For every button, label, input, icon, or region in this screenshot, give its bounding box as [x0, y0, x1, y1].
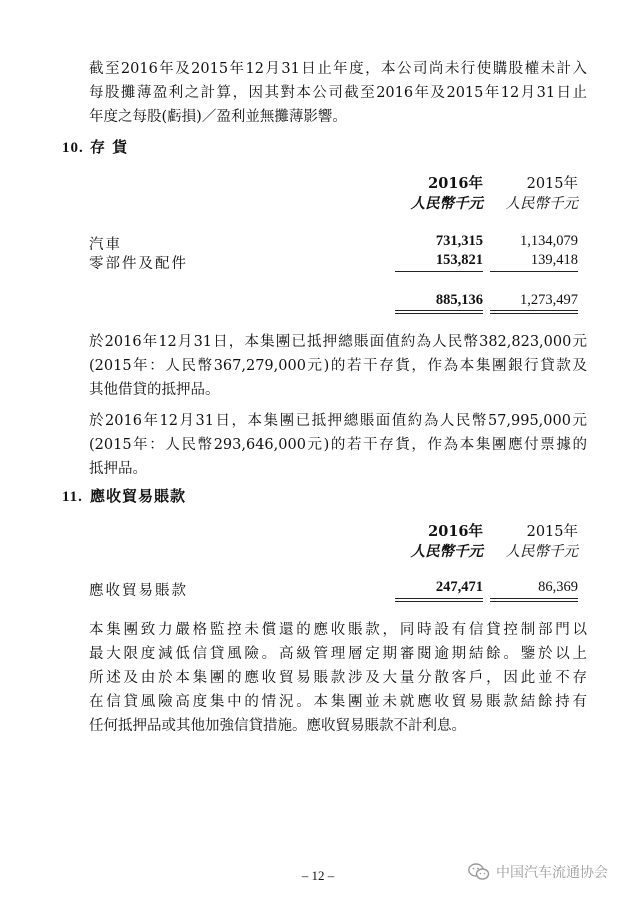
intro-line: 每股攤薄盈利之計算，因其對本公司截至2016年及2015年12月31日止: [89, 85, 587, 101]
note-line: 任何抵押品或其他加強信貸措施。應收貿易賬款不計利息。: [89, 718, 466, 734]
col-2015-unit: 人民幣千元: [505, 544, 578, 560]
intro-line: 年度之每股(虧損)／盈利並無攤薄影響。: [89, 109, 347, 125]
note-line: (2015年：人民幣293,646,000元)的若干存貨，作為本集團應付票據的: [89, 437, 587, 453]
note-line: 抵押品。: [89, 461, 147, 477]
receivables-note: [89, 618, 587, 738]
page-number: – 12 –: [301, 868, 335, 883]
total-double-rule-2016: [395, 310, 483, 314]
col-2016-header: 2016年: [428, 175, 483, 192]
section-10-heading: [62, 136, 128, 157]
section-10-title: 存 貨: [90, 138, 129, 156]
section-11-heading: [62, 485, 186, 506]
inventory-row-label: 零部件及配件: [89, 256, 188, 272]
intro-paragraph: [89, 57, 587, 129]
note-line: 本集團致力嚴格監控未償還的應收賬款，同時設有信貸控制部門以: [89, 622, 587, 638]
col-2015-unit: 人民幣千元: [505, 196, 578, 212]
watermark: [468, 862, 608, 882]
intro-line: 截至2016年及2015年12月31日止年度，本公司尚未行使購股權未計入: [89, 61, 587, 77]
inventory-row-value-2016: 153,821: [435, 252, 483, 268]
col-2016-header: 2016年: [428, 523, 483, 540]
wechat-icon: [468, 863, 490, 881]
col-2015-header: 2015年: [526, 176, 578, 192]
inventory-row-value-2015: 139,418: [530, 252, 578, 268]
subtotal-rule-2015: [490, 271, 578, 272]
note-line: 最大限度減低信貸風險。高級管理層定期審閱逾期結餘。鑒於以上: [89, 646, 587, 662]
receivables-double-rule-2016: [395, 598, 483, 602]
col-2016-unit: 人民幣千元: [410, 543, 483, 560]
inventory-note-1: [89, 330, 587, 402]
inventory-total-2016: 885,136: [435, 292, 483, 308]
note-line: (2015年：人民幣367,279,000元)的若干存貨，作為本集團銀行貸款及: [89, 358, 587, 374]
receivables-row-label: 應收貿易賬款: [89, 583, 188, 599]
receivables-value-2015: 86,369: [538, 579, 578, 595]
inventory-row-value-2015: 1,134,079: [520, 233, 578, 249]
receivables-double-rule-2015: [490, 598, 578, 602]
note-line: 所述及由於本集團的應收貿易賬款涉及大量分散客戶，因此並不存: [89, 670, 587, 686]
total-double-rule-2015: [490, 310, 578, 314]
inventory-row-value-2016: 731,315: [435, 233, 483, 249]
col-2015-header: 2015年: [526, 524, 578, 540]
note-line: 於2016年12月31日，本集團已抵押總賬面值約為人民幣382,823,000元: [89, 334, 587, 350]
watermark-text: 中国汽车流通协会: [496, 865, 608, 881]
col-2016-unit: 人民幣千元: [410, 195, 483, 212]
subtotal-rule-2016: [395, 271, 483, 272]
note-line: 於2016年12月31日，本集團已抵押總賬面值約為人民幣57,995,000元: [89, 413, 587, 429]
inventory-row-label: 汽車: [89, 237, 122, 253]
inventory-note-2: [89, 409, 587, 481]
inventory-total-2015: 1,273,497: [520, 292, 578, 308]
section-11-number: 11.: [62, 489, 83, 505]
section-10-number: 10.: [62, 140, 84, 156]
receivables-value-2016: 247,471: [435, 579, 483, 595]
note-line: 其他借貸的抵押品。: [89, 382, 220, 398]
note-line: 在信貸風險高度集中的情況。本集團並未就應收貿易賬款結餘持有: [89, 694, 587, 710]
section-11-title: 應收貿易賬款: [90, 487, 187, 505]
